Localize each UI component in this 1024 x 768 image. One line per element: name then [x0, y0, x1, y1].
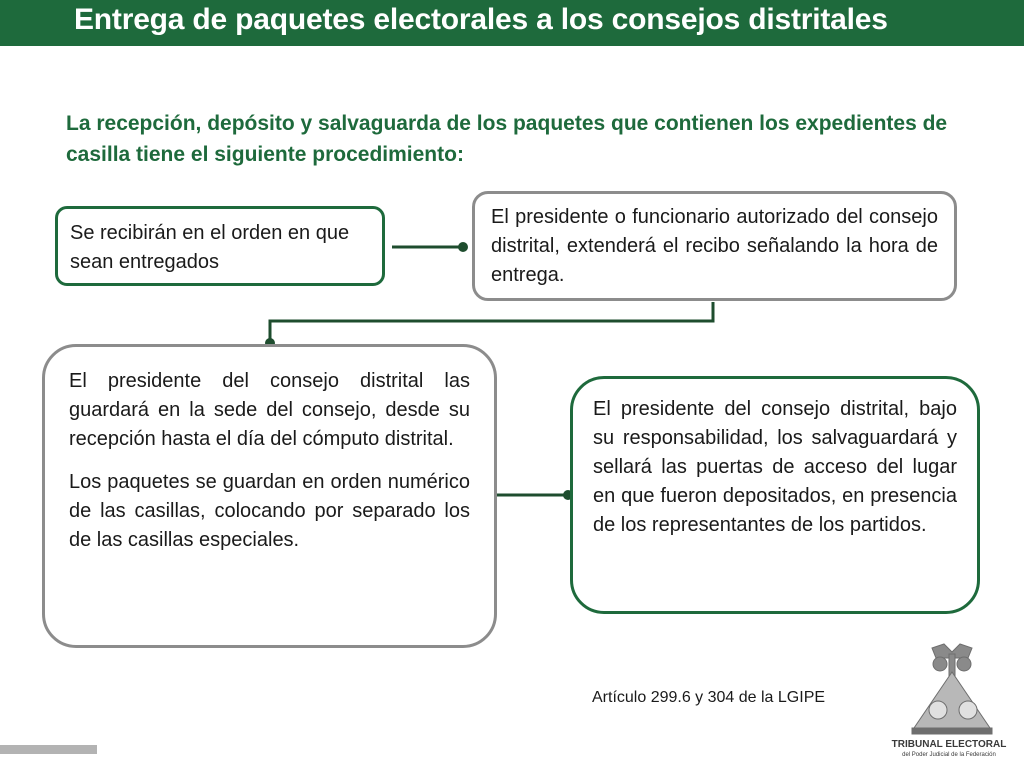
step-store-text: El presidente del consejo distrital las guardará en la sede del consejo, desde su recepción hasta el día del cómputo distrital. — [69, 370, 470, 450]
step-receipt-box — [472, 191, 957, 301]
legal-reference: Artículo 299.6 y 304 de la LGIPE — [592, 689, 826, 706]
connector-dot — [458, 242, 468, 252]
logo-line1: TRIBUNAL ELECTORAL — [891, 739, 1007, 750]
logo-line2: del Poder Judicial de la Federación — [902, 752, 996, 758]
step-receive-text: Se recibirán en el orden en que sean entregados — [70, 222, 350, 273]
step-seal-text: El presidente del consejo distrital, bajo su responsabilidad, los salvaguardará y sellará las puertas de acceso del lugar en que fueron depositados, en presencia de los representantes de los partidos. — [593, 398, 957, 536]
step-seal-box — [570, 376, 980, 614]
intro-text: La recepción, depósito y salvaguarda de los paquetes que contienen los expedientes de casilla tiene el siguiente procedimiento: — [66, 112, 948, 166]
step-store-order-text: Los paquetes se guardan en orden numérico de las casillas, colocando por separado los de las casillas especiales. — [69, 471, 470, 551]
step-receive-box — [55, 206, 385, 286]
logo-caption — [884, 739, 1014, 759]
connector-receipt-to-store — [270, 302, 713, 343]
page-title: Entrega de paquetes electorales a los consejos distritales — [74, 3, 888, 36]
step-store-box — [42, 344, 497, 648]
step-receipt-text: El presidente o funcionario autorizado del consejo distrital, extenderá el recibo señalando la hora de entrega. — [491, 206, 938, 286]
footer-accent-bar — [0, 745, 97, 754]
